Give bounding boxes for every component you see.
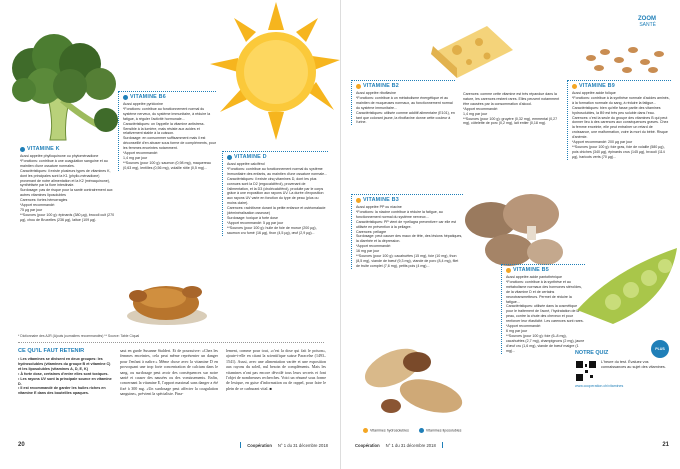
quiz-badge: PLUS — [651, 340, 669, 358]
retain-item: • Les vitamines se divisent en deux groupes: les hydrosolubles (vitamines du groupe B et vitamine C) et les liposolubles (vitamines A, D, E, K) — [18, 357, 111, 371]
footnote-rule — [18, 342, 324, 343]
retain-list — [18, 357, 112, 396]
vitamin-d-box — [222, 151, 328, 236]
legend-hydro: Vitamines hydrosolubles — [363, 428, 409, 433]
hydro-swatch-icon — [363, 428, 368, 433]
text-line: Surdosage: peut causer des maux de tête, des lésions hépatiques, la diarrhée et la dépression. — [356, 234, 463, 244]
dot-icon — [20, 147, 25, 152]
dot-icon — [356, 198, 361, 203]
text-line: 1,4 mg par jour — [123, 155, 148, 160]
text-line: 6 mg par jour — [506, 328, 528, 333]
text-line: *Apport recommandé: — [506, 324, 541, 329]
page-number: 20 — [18, 442, 25, 448]
text-line: *Fonctions: contribue au fonctionnement normal du système immunitaire des enfants, au maintien d'une ossature normale... — [227, 166, 328, 176]
text-line: Carences: comme cette vitamine est très répandue dans la nature, les carences restent rares. Elles peuvent notamment être causées par la consommation d'alcool. — [463, 92, 560, 106]
text-line: Aussi appelée acide folique — [572, 91, 616, 95]
text-line: Aussi appelée acide pantothénique — [506, 275, 562, 279]
text-line: *Fonctions: contribue à la synthèse et au métabolisme normaux des hormones stéroïdes, de la vitamine D et de certains neurotransmetteurs. Permet de réduire la fatigue... — [506, 279, 582, 304]
issue-date: N° 1 du 31 décembre 2018 — [277, 442, 328, 448]
roast-chicken-illustration — [122, 270, 212, 328]
text-line: Aussi appelée pyridoxine — [123, 102, 163, 106]
retain-item: • À forte dose, certaines d'entre elles sont toxiques. — [18, 371, 109, 376]
dot-icon — [506, 268, 511, 273]
dot-icon — [227, 155, 232, 160]
cheese-illustration — [427, 20, 517, 82]
broccoli-illustration — [4, 28, 124, 143]
vitamin-b6-box — [118, 91, 216, 171]
vitamin-b2-box — [351, 80, 455, 125]
text-line: *Fonctions: contribue à un métabolisme énergétique et au maintien de muqueuses normaux, au fonctionnement normal du système immunitaire... — [356, 95, 453, 110]
vitamin-k-text — [20, 154, 115, 223]
vitamin-d-text — [227, 162, 328, 236]
peas-illustration — [573, 240, 680, 330]
text-line: **Sources (pour 100 g): saumon (0,98 mg), maquereau (0,63 mg), lentilles (0,56 mg), volaille rôtie (0,5 mg)... — [123, 160, 211, 170]
vitamin-b3-box — [351, 194, 463, 269]
text-line: 16 mg par jour — [356, 249, 380, 254]
vitamin-b9-text — [572, 91, 671, 160]
issue-date: N° 1 du 31 décembre 2018 — [385, 442, 436, 448]
text-line: **Sources (pour 100 g): épinards (380 µg), brocoli cuit (270 µg), chou de Bruxelles (236 µg), laitue (109 µg). — [20, 212, 115, 222]
text-line: **Sources (pour 100 g): foie gras, foie de volaille (580 µg), pois chiches (340 µg), épinards crus (145 µg), brocoli (114 µg), haricots verts (70 µg)... — [572, 144, 665, 159]
vitamin-b9-box — [567, 80, 671, 160]
text-line: *Apport recommandé: — [20, 203, 55, 208]
section-tag — [638, 16, 656, 28]
vitamin-b2-text-continued — [463, 92, 563, 126]
text-line: Aussi appelée calciférol — [227, 162, 265, 166]
text-line: Aussi appelée phylloquinone ou phytoménadione — [20, 154, 99, 158]
text-line: Aussi appelée riboflavine — [356, 91, 396, 95]
text-line: 1,4 mg par jour — [463, 111, 488, 116]
article-column-2: lement, comme pour tout, «c'est la dose qui fait le poison», ajoute-t-elle en citant la scientifique suisse Paracelse (1493–1541). Aussi, avec une alimentation variée et une exposition aux rayons du soleil, nul besoin de compléments. Mais les vitamines n'ont pas encore dévoilé tous leurs secrets et font l'objet de nombreuses recherches. Voici un résumé sous forme de lexique, en guise d'information ou de rappel, pour faire le plein de ce carburant vital. ■ — [226, 348, 326, 391]
text-line: Caractéristiques: on l'appelle la vitamine antistress. Sensible à la lumière, mais résiste aux acides et relativement stable à la cuisson. — [123, 121, 205, 136]
text-line: Surdosage: pas de risque pour la santé contrairement aux autres vitamines liposolubles — [20, 188, 113, 198]
right-footer — [355, 442, 669, 448]
text-line: **Sources (pour 100 g): gruyère (0,32 mg), emmental (0,27 mg), côtelette de porc (0,2 mg), lait entier (0,18 mg). — [463, 116, 558, 126]
dot-icon — [572, 84, 577, 89]
text-line: Carences: pellagre — [356, 229, 387, 234]
vitamin-d-title: VITAMINE D — [227, 154, 328, 160]
right-page — [340, 0, 680, 469]
text-line: Carences: rachitisme durant la petite enfance et ostéomalacie (déminéralisation osseuse) — [227, 206, 326, 216]
text-line: Caractéristiques: utilisée dans la cosmétique pour le traitement de l'acné, l'hydratation de la peau, contre la chute des cheveux et pour renforcer leur élasticité. Les carences sont rares. — [506, 304, 584, 324]
vitamin-k-box — [20, 146, 115, 223]
text-line: **Sources (pour 100 g): cacahuètes (15 mg), foie (10 mg), thon (8,5 mg), viande de bœuf (9,3 mg), viande de porc (8,4 mg), filet de truite complet (7,6 mg), petits pois (4 mg)... — [356, 254, 459, 268]
legend — [363, 428, 461, 433]
zoom-label: ZOOM — [638, 16, 656, 22]
vitamin-b6-title: VITAMINE B6 — [123, 94, 216, 100]
article-column-1: saut en garde Susanne Staldert. Et de poursuivre: «Chez les femmes enceintes, cela peut même représenter un danger pour l'enfant à naître.» Même chose avec la vitamine D en provoquant une trop forte concentration de calcium dans le sang, ou surdosage peut avoir des conséquences sur notre santé et causer des nausées ou des vomissements. Enfin, concernant la vitamine E, l'apport maximal sans danger a été fixé à 300 mg. «Un surdosage peut affecter la coagulation sanguine», prévient la spécialiste. Fina- — [120, 348, 218, 397]
text-line: *Apport recommandé: — [123, 151, 158, 156]
text-line: *Apport recommandé: — [356, 244, 391, 249]
text-line: Surdosage: en consommer suffisamment mais il est déconseillé d'en abuser sous forme de compléments, pour les femmes enceintes notamment. — [123, 136, 216, 151]
text-line: *Fonctions: contribue à la synthèse normale d'acides aminés, à la formation normale du sang, à réduire la fatigue... — [572, 95, 670, 105]
text-line: Caractéristiques: il existe cinq vitamines D, dont les plus connues sont la D2 (ergocalciférol), provenant de l'alimentation, et la D3 (cholécalciférol), produite par le corps grâce à une exposition aux rayons UV. La durée d'exposition aux rayons UV varie en fonction du type de peau (plus ou moins claire). — [227, 176, 324, 206]
magazine-name: Coopération — [247, 442, 272, 448]
seeds-illustration — [581, 40, 671, 76]
text-line: Surdosage: toxique à forte dose — [227, 215, 278, 220]
magazine-name: Coopération — [355, 442, 380, 448]
text-line: *Fonctions: contribue au fonctionnement normal du système nerveux, du système immunitaire, à réduire la fatigue, à réguler l'activité hormonale... — [123, 106, 211, 121]
quiz-title: NOTRE QUIZ — [575, 350, 609, 356]
text-line: **Sources (pour 100 g): huile de foie de morue (200 µg), saumon cru fumé (16 µg), thon (4,5 µg), œuf (2,9 µg)... — [227, 225, 317, 235]
vitamin-k-title: VITAMINE K — [20, 146, 115, 152]
qr-code-icon[interactable] — [575, 360, 597, 382]
vitamin-b2-text — [356, 91, 455, 125]
text-line: Aussi appelée PP ou niacine — [356, 205, 402, 209]
lipo-swatch-icon — [419, 428, 424, 433]
text-line: Caractéristiques: bien qu'elle fasse partie des vitamines hydrosolubles, la B9 est très peu soluble dans l'eau. — [572, 105, 661, 115]
dot-icon — [356, 84, 361, 89]
text-line: *Apport recommandé: 5 µg par jour — [227, 220, 284, 225]
retain-item: • Les rayons UV sont la principale source en vitamine D. — [18, 376, 112, 386]
footer-tick — [442, 442, 443, 448]
quiz-box — [575, 347, 673, 388]
text-line: Caractéristiques: il existe plusieurs types de vitamines K, dont les principales sont la K1 (phyllo-ménadione) provenant de notre alimentation et la K2 (ménaquinone), synthétisée par la flore intestinale. — [20, 168, 111, 188]
text-line: *Fonctions: contribue à une coagulation sanguine et au maintien d'une ossature normales. — [20, 158, 108, 168]
legend-lipo: Vitamines liposolubles — [419, 428, 462, 433]
text-line: Carences: fortes hémorragies — [20, 198, 68, 203]
retain-item: • Il est recommandé de garder les huiles riches en vitamine E dans des bouteilles opaques. — [18, 386, 106, 396]
retain-box — [18, 348, 112, 396]
text-line: **Sources (pour 100 g): foie (6–8 mg), cacahuètes (2,7 mg), champignons (2 mg), jaune d'œuf cru (1,6 mg), viande de bœuf maigre (1 mg)... — [506, 333, 585, 353]
text-line: Carences: c'est la seule du groupe des vitamines B qui peut donner lieu à des carences aux conséquences graves. Chez la femme enceinte, elle peut entraîner un retard de croissance, une malformation, voire la mort du bébé. Risque d'anémie. — [572, 115, 669, 140]
vitamin-b9-title: VITAMINE B9 — [572, 83, 671, 89]
sun-illustration — [206, 0, 340, 145]
footer-tick — [240, 442, 241, 448]
peanuts-illustration — [361, 332, 471, 428]
footnote: * Dictionnaire des AJR (Ajouts journaliers recommandés) ** Source: Table Ciqual — [18, 334, 140, 338]
text-line: *Fonctions: la niacine contribue à réduire la fatigue, au fonctionnement normal du système nerveux... — [356, 209, 443, 219]
vitamin-b3-title: VITAMINE B3 — [356, 197, 463, 203]
quiz-text: L'heure du test. Évaluez vos connaissances au sujet des vitamines. — [601, 360, 666, 369]
text-line: *Apport recommandé: 200 µg par jour — [572, 140, 633, 145]
vitamin-b5-title: VITAMINE B5 — [506, 267, 585, 273]
text-line: Caractéristiques: PP vient de «pellagra preventive» car elle est utilisée en prévention à la pellagre. — [356, 219, 457, 229]
section-label: SANTÉ — [639, 22, 656, 28]
retain-title: CE QU'IL FAUT RETENIR — [18, 348, 85, 354]
vitamin-b2-title: VITAMINE B2 — [356, 83, 455, 89]
quiz-url[interactable]: www.cooperation.ch/vitamines — [575, 384, 624, 388]
dot-icon — [123, 95, 128, 100]
text-line: 75 µg par jour — [20, 207, 43, 212]
text-line: *Apport recommandé: — [463, 106, 498, 111]
text-line: Caractéristiques: utilisée comme additif alimentaire (E101), en tant que colorant jaune, la riboflavine donne cette couleur à l'urine. — [356, 110, 455, 125]
vitamin-b3-text — [356, 205, 463, 269]
left-footer — [18, 442, 328, 448]
vitamin-b6-text — [123, 102, 216, 171]
page-number: 21 — [662, 442, 669, 448]
